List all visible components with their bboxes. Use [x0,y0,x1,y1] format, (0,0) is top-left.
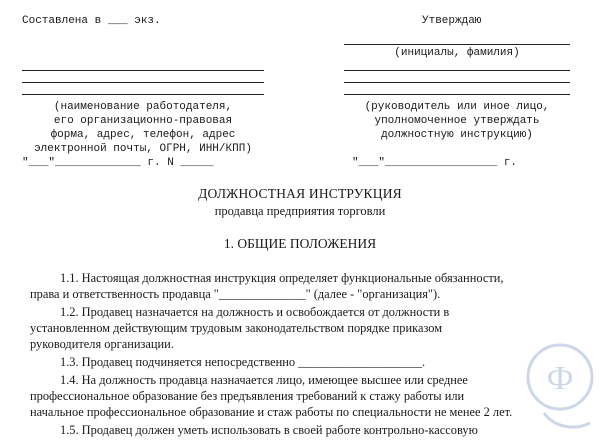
paragraph-1-1 [30,270,592,302]
paragraph-line: 1.1. Настоящая должностная инструкция определяет функциональные обязанности, [60,271,504,285]
paragraph-1-4 [30,372,592,420]
employer-caption-4: электронной почты, ОГРН, ИНН/КПП) [34,143,252,155]
signature-line [344,44,570,45]
section-title: 1. ОБЩИЕ ПОЛОЖЕНИЯ [223,236,377,251]
initials-caption: (инициалы, фамилия) [394,47,520,59]
employer-line-1 [22,70,264,71]
employer-line-3 [22,94,264,95]
paragraph-line: установленном действующим трудовым законодательством порядке приказом [30,321,443,335]
employer-caption-1: (наименование работодателя, [53,101,233,113]
approve-heading: Утверждаю [422,15,482,27]
approval-date-line: "___"_________________ г. [352,157,518,169]
paragraph-line: 1.4. На должность продавца назначается лицо, имеющее высшее или среднее [60,373,468,387]
approver-caption-3: должностную инструкцию) [381,129,533,141]
copies-count-text: Составлена в ___ экз. [22,15,161,27]
employer-caption-2: его организационно-правовая [53,115,233,127]
paragraph-1-2 [30,304,592,352]
paragraph-line: начальное профессиональное образование и стаж работы по специальности не менее 2 лет. [30,405,513,419]
paragraph-line: 1.3. Продавец подчиняется непосредственно ____________________. [60,355,426,369]
employer-caption-3: форма, адрес, телефон, адрес [50,129,236,141]
paragraph-1-5 [30,422,592,438]
paragraph-line: 1.5. Продавец должен уметь использовать в своей работе контрольно-кассовую [60,423,478,437]
paragraph-line: 1.2. Продавец назначается на должность и освобождается от должности в [60,305,450,319]
paragraph-line: права и ответственность продавца "______________" (далее - "организация"). [30,287,441,301]
paragraph-1-3 [30,354,592,370]
paragraph-line: профессиональное образование без предъявления требований к стажу работы или [30,389,465,403]
compiled-date-number-line: "___"_____________ г. N _____ [22,157,214,169]
employer-line-2 [22,82,264,83]
approver-caption-2: уполномоченное утверждать [374,115,540,127]
paragraph-line: руководителя организации. [30,337,174,351]
approver-line-1 [344,70,570,71]
document-title: ДОЛЖНОСТНАЯ ИНСТРУКЦИЯ [198,186,402,201]
document-subtitle: продавца предприятия торговли [214,204,386,218]
approver-line-2 [344,82,570,83]
approver-caption-1: (руководитель или иное лицо, [364,101,550,113]
svg-text:Ф: Ф [546,360,574,397]
approver-line-3 [344,94,570,95]
